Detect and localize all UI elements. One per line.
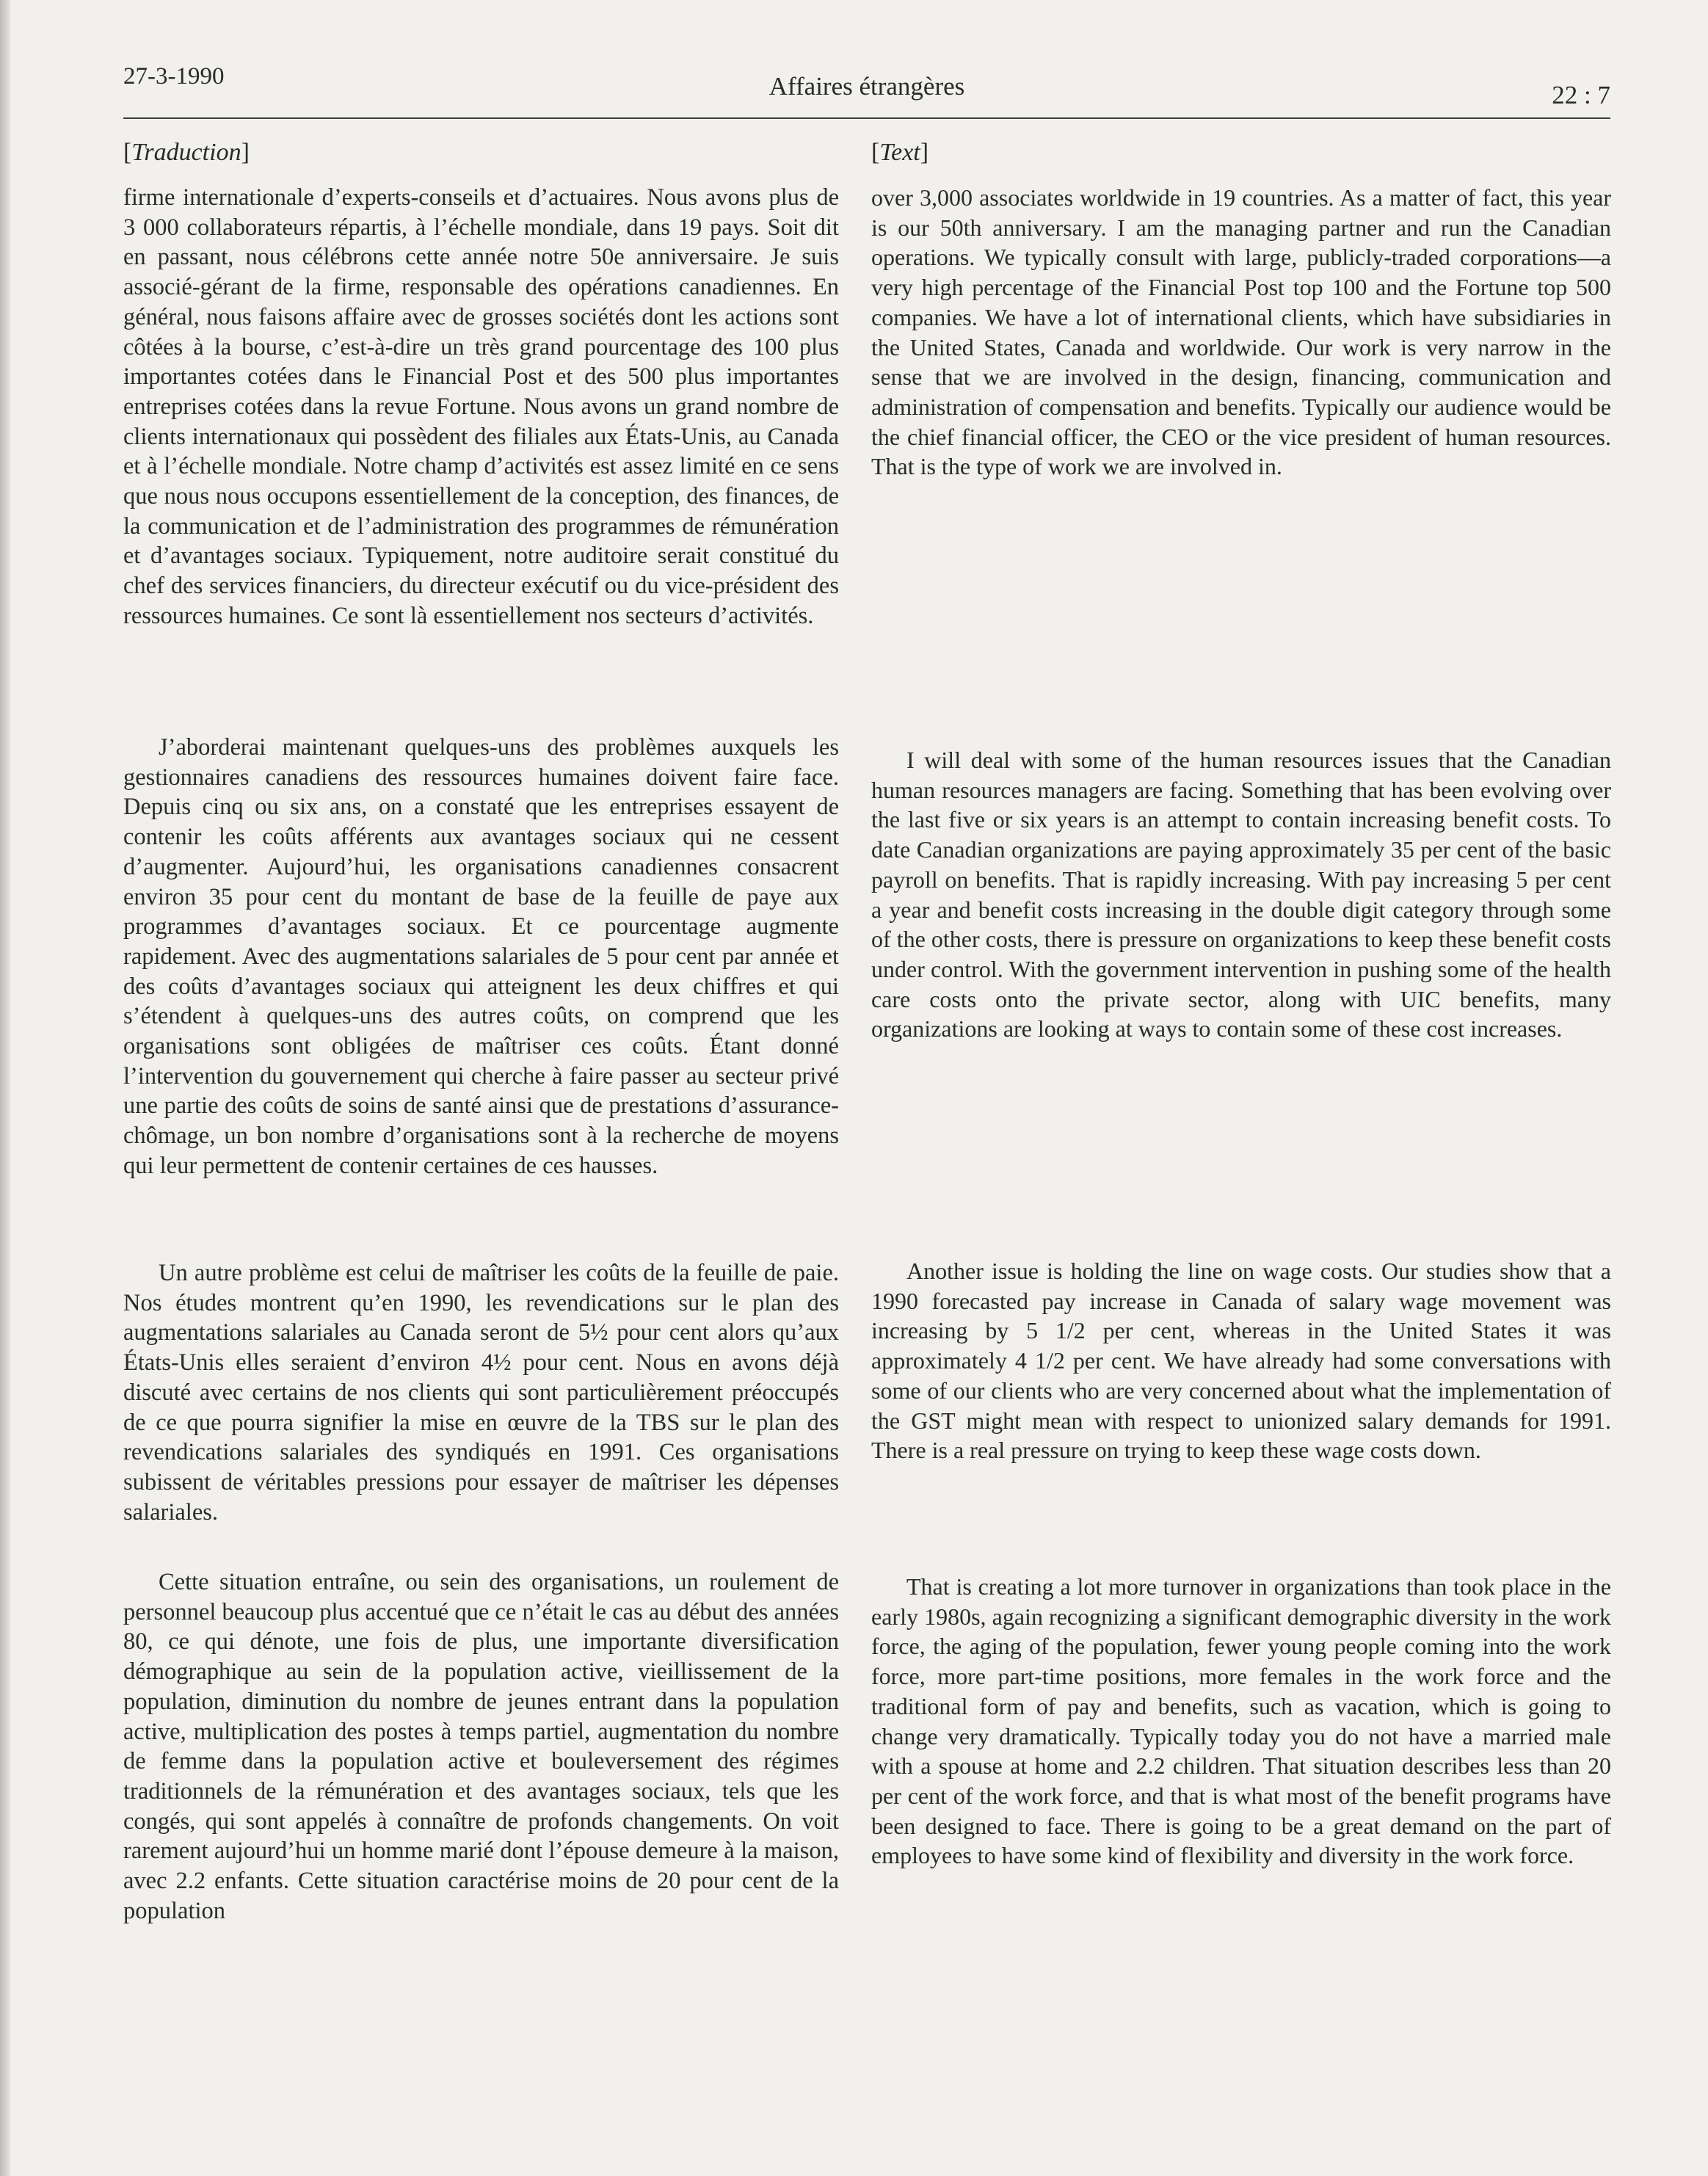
french-column — [123, 134, 839, 1924]
french-paragraph-3: Un autre problème est celui de maîtriser les coûts de la feuille de paie. Nos études montrent qu’en 1990, les revendications sur le plan des augmentations salariales au Canada seront de 5½ pour cent alors qu’aux États-Unis elles seraient d’environ 4½ pour cent. Nous en avons déjà discuté avec certains de nos clients qui sont particulièrement préoccupés de ce que pourra signifier la mise en œuvre de la TBS sur le plan des revendications salariales des syndiqués en 1991. Ces organisations subissent de véritables pressions pour essayer de maîtriser les dépenses salariales. — [123, 1260, 839, 1526]
page-binding-edge — [0, 0, 10, 2176]
english-paragraph-2: I will deal with some of the human resources issues that the Canadian human resources managers are facing. Something that has been evolving over the last five or six years is an attempt to contain increasing benefit costs. To date Canadian organizations are paying approximately 35 per cent of the basic payroll on benefits. That is rapidly increasing. With pay increasing 5 per cent a year and benefit costs increasing in the double digit category through some of the other costs, there is pressure on organizations to keep these benefit costs under control. With the government intervention in pushing some of the health care costs onto the private sector, along with UIC benefits, many organizations are looking at ways to contain some of these cost increases. — [871, 747, 1611, 1042]
header-page-number: 22 : 7 — [1552, 81, 1610, 109]
french-paragraph-4: Cette situation entraîne, ou sein des organisations, un roulement de personnel beaucoup plus accentué que ce n’était le cas au début des années 80, ce qui dénote, une fois de plus, une importante diversification démographique au sein de la population active, vieillissement de la population, diminution du nombre de jeunes entrant dans la population active, multiplication des postes à temps partiel, augmentation du nombre de femme dans la population active et bouleversement des régimes traditionnels de la rémunération et des avantages sociaux, tels que les congés, qui sont appelés à connaître de profonds changements. On voit rarement aujourd’hui un homme marié dont l’épouse demeure à la maison, avec 2.2 enfants. Cette situation caractérise moins de 20 pour cent de la population — [123, 1569, 839, 1924]
french-paragraph-2: J’aborderai maintenant quelques-uns des problèmes auxquels les gestionnaires canadiens des ressources humaines doivent faire face. Depuis cinq ou six ans, on a constaté que les entreprises essayent de contenir les coûts afférents aux avantages sociaux qui ne cessent d’augmenter. Aujourd’hui, les organisations canadiennes consacrent environ 35 pour cent du montant de base de la feuille de paye aux programmes d’avantages sociaux. Et ce pourcentage augmente rapidement. Avec des augmentations salariales de 5 pour cent par année et des coûts d’avantages sociaux qui atteignent les deux chiffres et qui s’étendent à quelques-uns des autres coûts, on comprend que les organisations sont obligées de maîtriser ces coûts. Étant donné l’intervention du gouvernement qui cherche à faire passer au secteur privé une partie des coûts de soins de santé ainsi que de prestations d’assurance-chômage, un bon nombre d’organisations sont à la recherche de moyens qui leur permettent de contenir certaines de ces hausses. — [123, 734, 839, 1179]
column-label-traduction: [Traduction] — [123, 139, 250, 166]
english-paragraph-4: That is creating a lot more turnover in organizations than took place in the early 1980s, again recognizing a significant demographic diversity in the work force, the aging of the population, fewer young people coming into the work force, more part-time positions, more females in the work force and the traditional form of pay and benefits, such as vacation, which is going to change very dramatically. Typically today you do not have a married male with a spouse at home and 2.2 children. That situation describes less than 20 per cent of the work force, and that is what most of the benefit programs have been designed to face. There is going to be a great demand on the part of employees to have some kind of flexibility and diversity in the work force. — [871, 1573, 1611, 1869]
header-date: 27-3-1990 — [123, 63, 225, 90]
page-header — [123, 59, 1610, 119]
english-paragraph-3: Another issue is holding the line on wage costs. Our studies show that a 1990 forecasted pay increase in Canada of salary wage movement was increasing by 5 1/2 per cent, whereas in the United States it was approximately 4 1/2 per cent. We have already had some conversations with some of our clients who are very concerned about what the implementation of the GST might mean with respect to unionized salary demands for 1991. There is a real pressure on trying to keep these wage costs down. — [871, 1258, 1611, 1464]
french-paragraph-1: firme internationale d’experts-conseils et d’actuaires. Nous avons plus de 3 000 collaborateurs répartis, à l’échelle mondiale, dans 19 pays. Soit dit en passant, nous célébrons cette année notre 50e anniversaire. Je suis associé-gérant de la firme, responsable des opérations canadiennes. En général, nous faisons affaire avec de grosses sociétés dont les actions sont côtées à la bourse, c’est-à-dire un très grand pourcentage des 100 plus importantes cotées dans le Financial Post et des 500 plus importantes entreprises cotées dans la revue Fortune. Nous avons un grand nombre de clients internationaux qui possèdent des filiales aux États-Unis, au Canada et à l’échelle mondiale. Notre champ d’activités est assez limité en ce sens que nous nous occupons essentiellement de la conception, des finances, de la communication et de l’administration des programmes de rémunération et d’avantages sociaux. Typiquement, notre auditoire serait constitué du chef des services financiers, du directeur exécutif ou du vice-président des ressources humaines. Ce sont là essentiellement nos secteurs d’activités. — [123, 184, 839, 629]
english-paragraph-1: over 3,000 associates worldwide in 19 countries. As a matter of fact, this year is our 50th anniversary. I am the managing partner and run the Canadian operations. We typically consult with large, publicly-traded corporations—a very high percentage of the Financial Post top 100 and the Fortune top 500 companies. We have a lot of international clients, which have subsidiaries in the United States, Canada and worldwide. Our work is very narrow in the sense that we are involved in the design, financing, communication and administration of compensation and benefits. Typically our audience would be the chief financial officer, the CEO or the vice president of human resources. That is the type of work we are involved in. — [871, 184, 1611, 480]
header-title: Affaires étrangères — [768, 72, 965, 101]
column-label-text: [Text] — [871, 139, 929, 166]
english-column — [871, 134, 1611, 1869]
